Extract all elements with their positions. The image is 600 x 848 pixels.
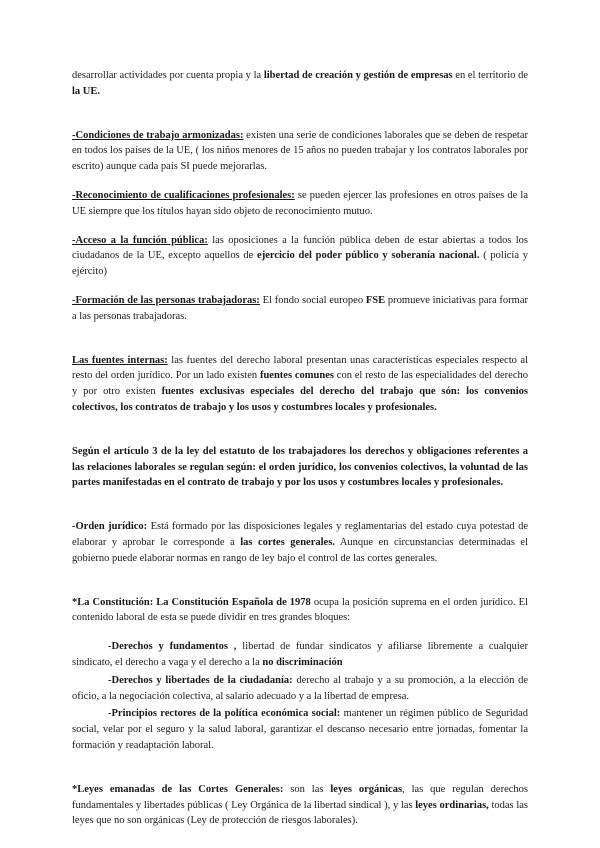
section-heading: -Formación de las personas trabajadoras: xyxy=(72,294,260,306)
section-heading: -Principios rectores de la política económica social: xyxy=(108,708,341,720)
bold-text: las cortes generales. xyxy=(240,536,335,548)
text: mantener un régimen público de Seguridad social, velar por el seguro y la salud laboral, garantizar el descanso necesario entre jornadas, fomentar la formación y readaptación laboral. xyxy=(72,708,528,751)
paragraph-funcion-publica xyxy=(72,233,528,280)
bold-text: leyes ordinarias, xyxy=(415,799,489,811)
bold-text: la UE. xyxy=(72,85,101,97)
paragraph-derechos-fundamentos xyxy=(72,639,528,671)
text: Está formado por las disposiciones legales y reglamentarias del estado cuya potestad de elaborar y aprobar le corresponde a xyxy=(72,521,528,548)
text: libertad de fundar sindicatos y afiliarse libremente a cualquier sindicato, el derecho a vaga y el derecho a la xyxy=(72,641,528,668)
text: derecho al trabajo y a su promoción, a la elección de oficio, a la negociación colectiva, al salario adecuado y a la libertad de empresa. xyxy=(72,674,528,702)
paragraph-articulo-3 xyxy=(72,444,528,491)
paragraph-orden-juridico xyxy=(72,519,528,566)
text: las oposiciones a la función pública deben de estar abiertas a todos los ciudadanos de la UE, excepto aquellos de xyxy=(72,234,529,262)
document-page xyxy=(72,68,528,829)
bold-text: fuentes comunes xyxy=(259,370,334,382)
text: ocupa la posición suprema en el orden jurídico. El contenido laboral de esta se puede dividir en tres grandes bloques: xyxy=(72,596,529,624)
section-heading: -Derechos y fundamentos , xyxy=(108,641,237,653)
section-heading: Las fuentes internas: xyxy=(72,354,168,366)
paragraph-formacion xyxy=(72,293,528,325)
section-heading: *La Constitución: La Constitución Española de 1978 xyxy=(72,596,311,608)
paragraph-constitucion xyxy=(72,595,528,627)
text: todas las leyes que no son orgánicas (Ley de protección de riesgos laborales). xyxy=(72,799,528,827)
bold-text: libertad de creación y gestión de empresas xyxy=(263,70,453,81)
text: en el territorio de xyxy=(452,70,529,81)
paragraph-ue-libertad xyxy=(72,68,528,100)
paragraph-reconocimiento xyxy=(72,188,528,220)
section-heading: -Orden jurídico: xyxy=(72,521,148,533)
text: ( policía y ejército) xyxy=(72,250,528,278)
paragraph-principios-rectores xyxy=(72,706,528,753)
bold-text: ejercicio del poder público y soberanía nacional. xyxy=(257,250,480,262)
section-heading: -Condiciones de trabajo armonizadas: xyxy=(72,129,244,141)
bold-text: leyes orgánicas xyxy=(330,783,403,795)
text: El fondo social europeo xyxy=(259,294,366,306)
text: las fuentes del derecho laboral presentan unas características especiales respecto al resto del orden jurídico. Por un lado existen xyxy=(72,354,528,382)
paragraph-condiciones-trabajo xyxy=(72,128,528,175)
text: con el resto de las especialidades del derecho y por otro existen xyxy=(72,370,528,398)
section-heading: *Leyes emanadas de las Cortes Generales: xyxy=(72,783,284,795)
bold-text: fuentes exclusivas especiales del derecho del trabajo que són: los convenios colectivos, los contratos de trabajo y los usos y costumbres locales y profesionales. xyxy=(72,386,529,413)
section-heading: -Derechos y libertades de la ciudadanía: xyxy=(108,674,293,686)
paragraph-fuentes-internas xyxy=(72,353,528,416)
bold-text: Según el artículo 3 de la ley del estatuto de los trabajadores los derechos y obligaciones referentes a las relaciones laborales se regulan según: el orden jurídico, los convenios colectivos, la voluntad de las partes manifestadas en el contrato de trabajo y por los usos y costumbres locales y profesionales. xyxy=(72,445,528,489)
text: existen una serie de condiciones laborales que se deben de respetar en todos los países de la UE, ( los niños menores de 15 años no pueden trabajar y los contratos laborales por escrito) aunque cada país SI puede mejorarlas. xyxy=(72,129,528,173)
text: son las xyxy=(283,783,331,795)
section-heading: -Acceso a la función pública: xyxy=(72,234,208,246)
text: se pueden ejercer las profesiones en otros países de la UE siempre que los títulos hayan sido objeto de reconocimiento mutuo. xyxy=(72,189,528,217)
text: Aunque en circunstancias determinadas el gobierno puede elaborar normas en rango de ley bajo el control de las cortes generales. xyxy=(72,536,528,564)
bold-text: no discriminación xyxy=(262,656,343,668)
paragraph-derechos-ciudadania xyxy=(72,673,528,705)
section-heading: -Reconocimiento de cualificaciones profesionales: xyxy=(72,189,295,201)
text: desarrollar actividades por cuenta propia y la xyxy=(72,70,264,81)
bold-text: FSE xyxy=(365,294,386,306)
text: , las que regulan derechos fundamentales y libertades públicas ( Ley Orgánica de la libertad sindical ), y las xyxy=(72,783,528,811)
text: promueve iniciativas para formar a las personas trabajadoras. xyxy=(72,294,528,322)
paragraph-leyes-cortes xyxy=(72,782,528,829)
